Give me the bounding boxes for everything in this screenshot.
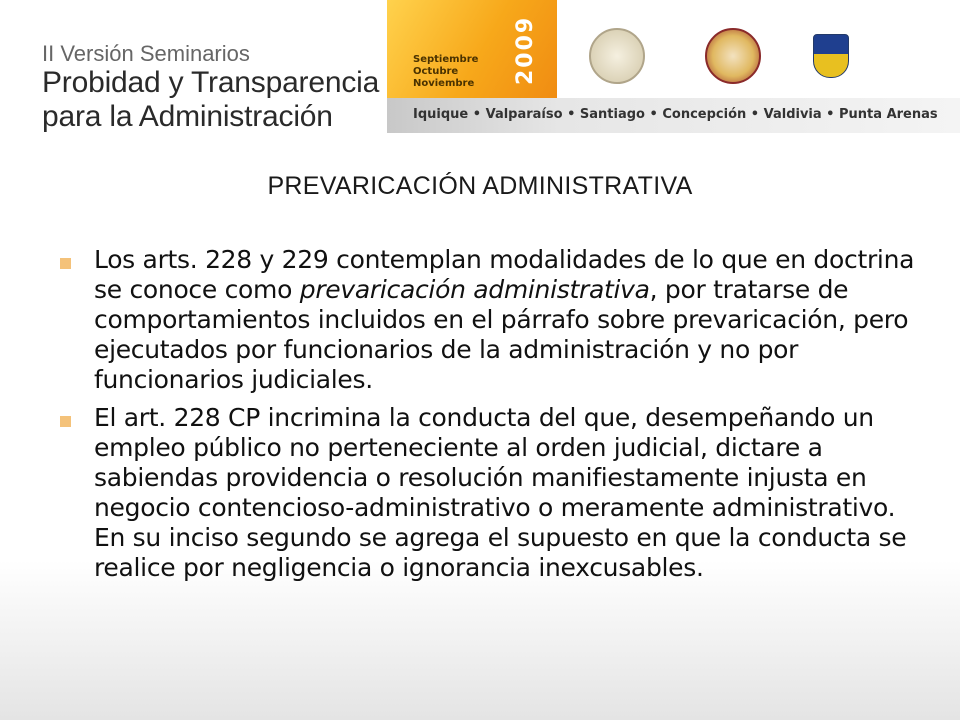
month-october: Octubre: [413, 66, 459, 77]
bullet-2-text: El art. 228 CP incrimina la conducta del que, desempeñando un empleo público no perteneciente al orden judicial, dictare a sabiendas providencia o resolución manifiestamente injusta en negocio contencioso-administrativo o meramente administrativo. En su inciso segundo se agrega el supuesto en que la conducta se realice por negligencia o ignorancia inexcusables.: [94, 403, 907, 582]
months-list: [413, 54, 478, 90]
bullet-item-2: [60, 403, 920, 583]
bullet-item-1: [60, 245, 920, 395]
cities-list: Iquique • Valparaíso • Santiago • Concepción • Valdivia • Punta Arenas: [413, 107, 938, 122]
contraloria-seal-icon: [589, 28, 645, 84]
bullet-square-icon: [60, 416, 71, 427]
year-label: 2009: [513, 15, 538, 85]
brand-title-line1: Probidad y Transparencia: [42, 66, 380, 99]
month-november: Noviembre: [413, 78, 475, 89]
bullet-1-text-end: , por tratarse de comportamientos incluidos en el párrafo sobre prevaricación, pero ejecutados por funcionarios de la administración y no por funcionarios judiciales.: [94, 275, 909, 394]
institution-logos: [557, 0, 960, 98]
bullet-1-italic-term: prevaricación administrativa: [299, 275, 650, 304]
month-september: Septiembre: [413, 54, 479, 65]
university-seal-icon: [705, 28, 761, 84]
university-shield-icon: [813, 34, 849, 78]
slide-body: [60, 245, 920, 591]
brand-title-line2: para la Administración: [42, 100, 333, 133]
bullet-1-text-start: Los arts. 228 y 229 contemplan modalidades de lo que en doctrina se conoce como: [94, 245, 915, 304]
series-label: II Versión Seminarios: [42, 41, 250, 66]
event-banner: [387, 0, 960, 135]
seminar-header: [42, 42, 382, 134]
bullet-square-icon: [60, 258, 71, 269]
date-panel: [387, 0, 557, 98]
slide-title: PREVARICACIÓN ADMINISTRATIVA: [267, 172, 693, 200]
